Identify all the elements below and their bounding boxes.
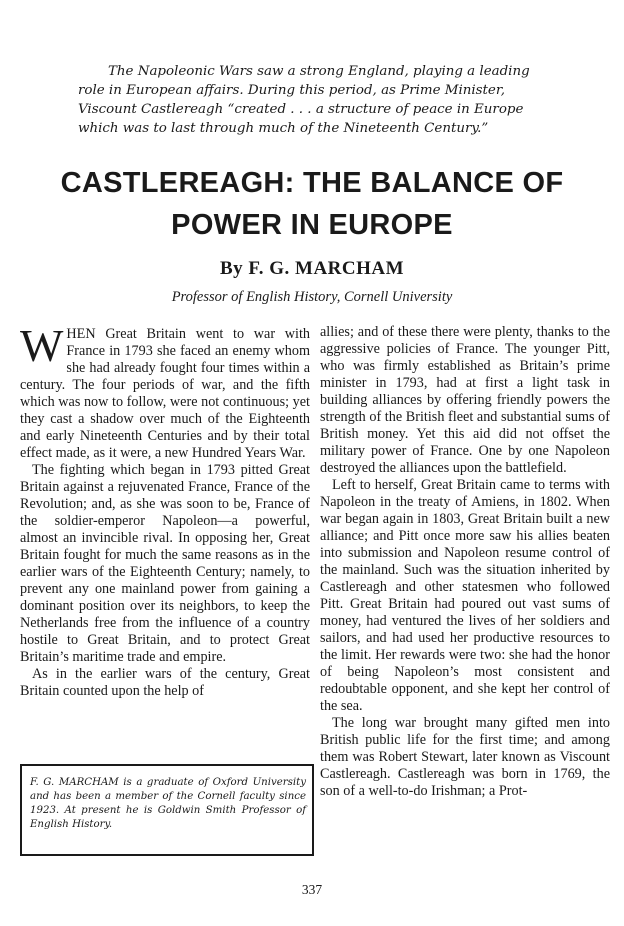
article-abstract: The Napoleonic Wars saw a strong England, playing a leading role in European affairs. During this period, as Prime Minister, Viscount Castlereagh “created . . . a structure of peace in Europe which was to last through much of the Nineteenth Century.”	[78, 64, 530, 136]
author-bio-box: F. G. MARCHAM is a graduate of Oxford University and has been a member of the Cornell faculty since 1923. At present he is Goldwin Smith Professor of English History.	[20, 764, 314, 856]
left-column	[20, 320, 310, 700]
author-byline: By F. G. MARCHAM	[219, 258, 405, 279]
paragraph: The fighting which began in 1793 pitted Great Britain against a rejuvenated France, France of the Revolution; and, as she was soon to be, France of the soldier-emperor Napoleon—a powerful, almost an invincible rival. In opposing her, Great Britain fought for much the same reasons as in the earlier wars of the Eighteenth Century; namely, to prevent any one mainland power from gaining a dominant position over its neighbors, to keep the Netherlands free from the influence of a country hostile to Great Britain, and to protect Great Britain’s maritime trade and empire.	[20, 462, 310, 665]
paragraph	[20, 320, 310, 462]
paragraph: Left to herself, Great Britain came to terms with Napoleon in the treaty of Amiens, in 1802. When war began again in 1803, Great Britain built a new alliance; and Pitt once more saw his allies beaten into submission and Napoleon resume control of the mainland. Such was the situation inherited by Castlereagh and other statesmen who followed Pitt. Great Britain had poured out vast sums of money, had ventured the lives of her soldiers and sailors, and had used her productive resources to the limit. Her rewards were two: she had the honor of being Napoleon’s most consistent and redoubtable opponent, and she kept her control of the sea.	[320, 477, 610, 714]
paragraph: The long war brought many gifted men into British public life for the first time; and among them was Robert Stewart, later known as Viscount Castlereagh. Castlereagh was born in 1769, the son of a well-to-do Irishman; a Prot-	[320, 715, 610, 799]
paragraph: As in the earlier wars of the century, Great Britain counted upon the help of	[20, 666, 310, 699]
author-affiliation: Professor of English History, Cornell University	[171, 289, 453, 305]
paragraph: allies; and of these there were plenty, thanks to the aggressive policies of France. The younger Pitt, who was firmly established as Britain’s prime minister in 1793, had at first a light task in building alliances by offering friendly powers the strength of the British fleet and substantial sums of British money. Yet this aid did not offset the military power of France. One by one Napoleon destroyed the alliances upon the battlefield.	[320, 324, 610, 476]
paragraph-text: HEN Great Britain went to war with France in 1793 she faced an enemy whom she had already fought four times within a century. The four periods of war, and the fifth which was now to follow, were not continuous; yet they cast a shadow over much of the Eighteenth and early Nineteenth Centuries and by their total effect made, as it were, a new Hundred Years War.	[20, 326, 310, 461]
article-title: CASTLEREAGH: THE BALANCE OF POWER IN EUROPE	[60, 167, 564, 241]
drop-cap: W	[20, 320, 64, 371]
right-column	[320, 324, 610, 800]
page-number: 337	[301, 882, 323, 897]
